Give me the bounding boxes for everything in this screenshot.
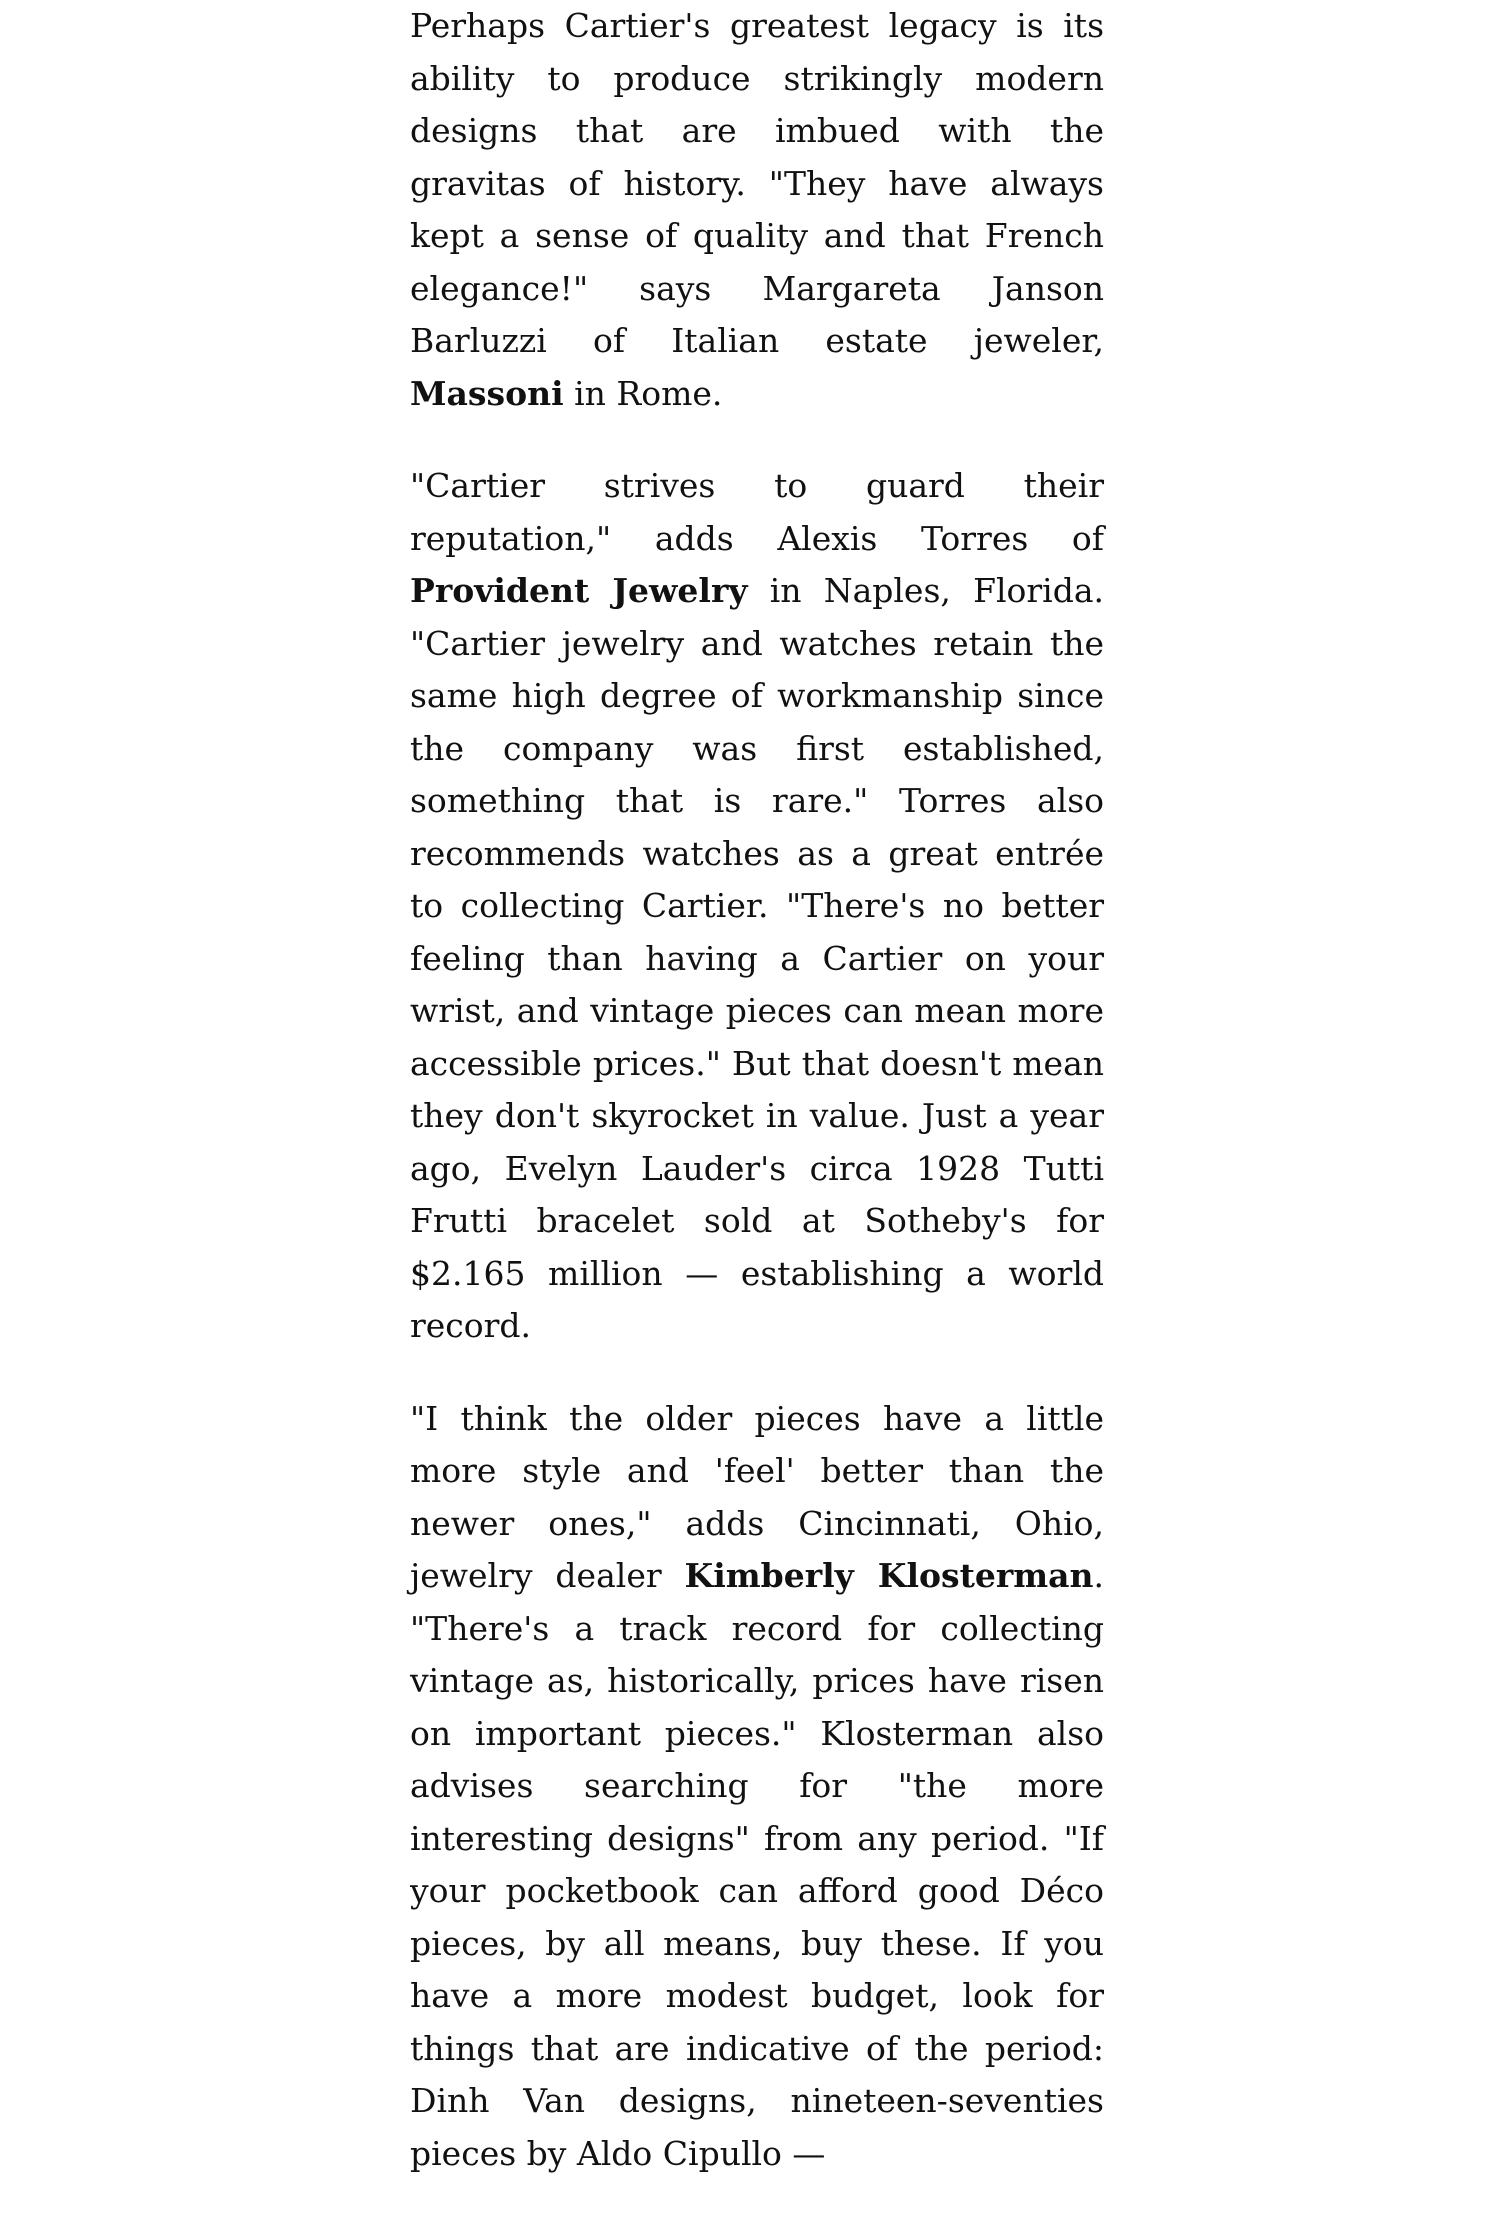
paragraph-2-text-start: "Cartier strives to guard their reputation," adds Alexis Torres of bbox=[410, 466, 1104, 558]
massoni-link[interactable]: Massoni bbox=[410, 373, 564, 413]
paragraph-1-text-start: Perhaps Cartier's greatest legacy is its ability to produce strikingly modern designs that are imbued with the gravitas of history. "They have always kept a sense of quality and that French elegance!" says Margareta Janson Barluzzi of Italian estate jeweler, bbox=[410, 6, 1104, 360]
paragraph-3 bbox=[410, 1393, 1104, 2181]
article-body bbox=[410, 0, 1104, 2220]
paragraph-3-text-end: . "There's a track record for collecting vintage as, historically, prices have risen on important pieces." Klosterman also advises searching for "the more interesting designs" from any period. "If your pocketbook can afford good Déco pieces, by all means, buy these. If you have a more modest budget, look for things that are indicative of the period: Dinh Van designs, nineteen-seventies pieces by Aldo Cipullo — bbox=[410, 1556, 1104, 2173]
paragraph-2-text-end: in Naples, Florida. "Cartier jewelry and watches retain the same high degree of workmanship since the company was first established, something that is rare." Torres also recommends watches as a great entrée to collecting Cartier. "There's no better feeling than having a Cartier on your wrist, and vintage pieces can mean more accessible prices." But that doesn't mean they don't skyrocket in value. Just a year ago, Evelyn Lauder's circa 1928 Tutti Frutti bracelet sold at Sotheby's for $2.165 million — establishing a world record. bbox=[410, 571, 1105, 1345]
paragraph-1 bbox=[410, 0, 1104, 420]
paragraph-3-text-start: "I think the older pieces have a little more style and 'feel' better than the newer ones," adds Cincinnati, Ohio, jewelry dealer bbox=[410, 1398, 1104, 1595]
paragraph-1-text-end: in Rome. bbox=[563, 373, 723, 413]
paragraph-2 bbox=[410, 460, 1104, 1353]
kimberly-klosterman-link[interactable]: Kimberly Klosterman bbox=[684, 1556, 1094, 1595]
provident-jewelry-link[interactable]: Provident Jewelry bbox=[410, 571, 748, 610]
